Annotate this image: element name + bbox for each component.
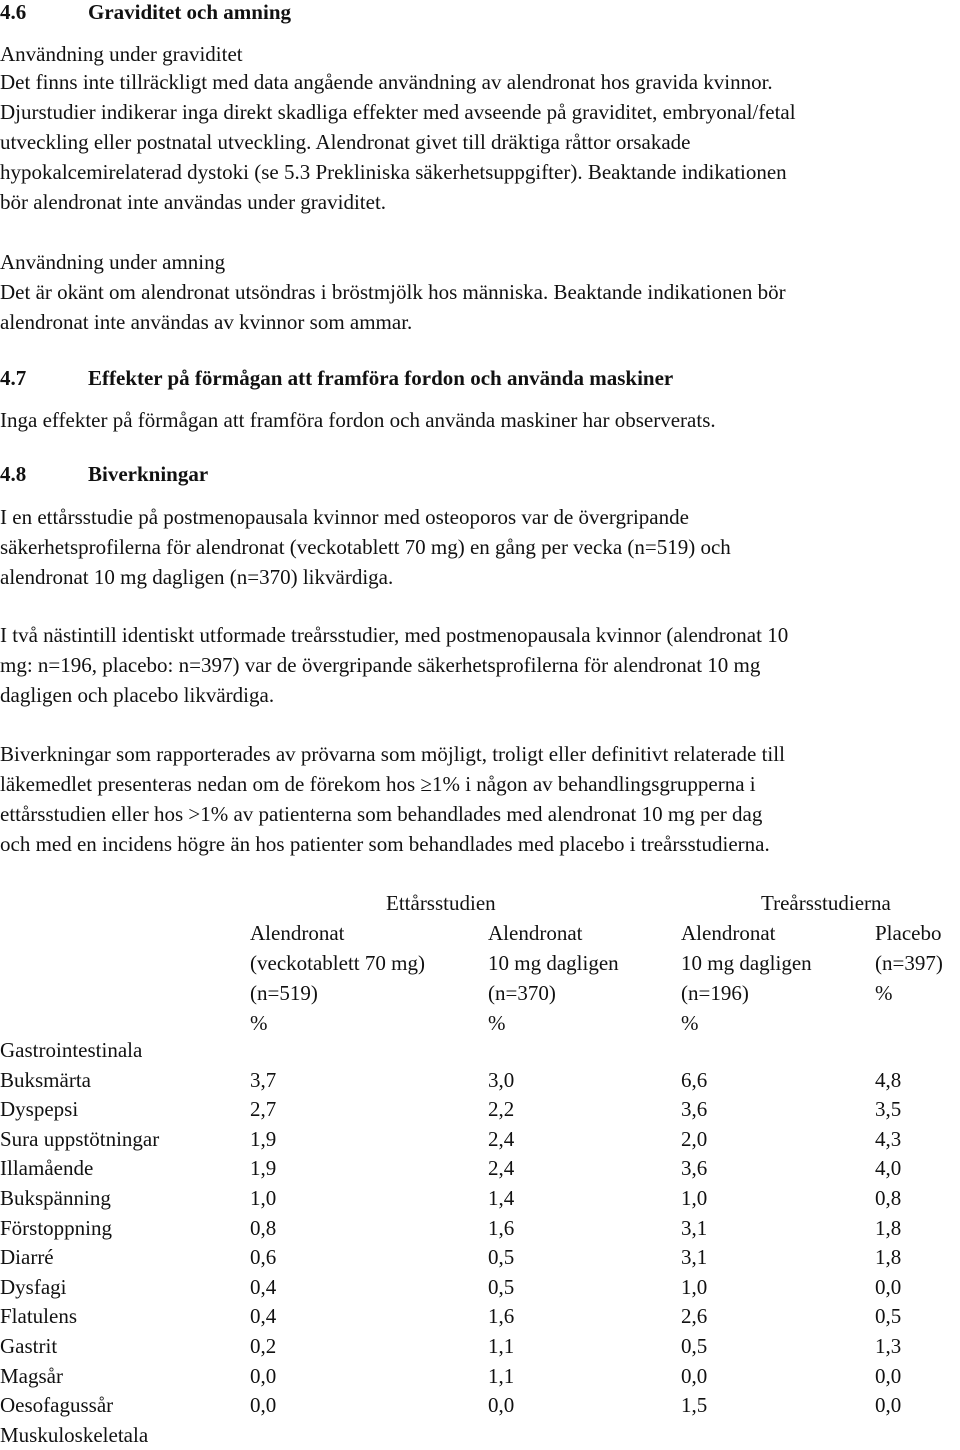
table-row [0, 1302, 960, 1332]
row-label-cell: Buksmärta [0, 1067, 91, 1092]
value-cell: 1,9 [250, 1126, 277, 1151]
column-header-alendronat-weekly [250, 918, 425, 1038]
section-heading-4-8 [0, 459, 208, 489]
value-cell: 1,6 [488, 1215, 515, 1240]
value-cell: 0,0 [681, 1363, 708, 1388]
row-label-cell: Flatulens [0, 1304, 77, 1329]
value-cell: 3,1 [681, 1215, 708, 1240]
value-cell: 1,0 [250, 1185, 277, 1210]
paragraph-line: mg: n=196, placebo: n=397) var de övergripande säkerhetsprofilerna för alendronat 10 mg [0, 653, 761, 677]
paragraph-line: dagligen och placebo likvärdiga. [0, 683, 275, 707]
header-line: (n=397) [875, 951, 943, 975]
header-line: (veckotablett 70 mg) [250, 951, 425, 975]
value-cell: 2,4 [488, 1126, 515, 1151]
value-cell: 0,8 [250, 1215, 277, 1240]
value-cell: 0,4 [250, 1274, 277, 1299]
section-4-7-text: Inga effekter på förmågan att framföra fordon och använda maskiner har observerats. [0, 408, 716, 432]
paragraph-line: säkerhetsprofilerna för alendronat (veckotablett 70 mg) en gång per vecka (n=519) och [0, 535, 731, 559]
table-row [0, 1362, 960, 1392]
table-row [0, 1154, 960, 1184]
header-line: (n=370) [488, 981, 556, 1005]
value-cell: 0,5 [488, 1274, 515, 1299]
paragraph-line: alendronat 10 mg dagligen (n=370) likvärdiga. [0, 565, 394, 589]
row-label-cell: Dysfagi [0, 1274, 67, 1299]
table-row [0, 1066, 960, 1096]
table-row [0, 1125, 960, 1155]
value-cell: 0,0 [488, 1393, 515, 1418]
header-line: Alendronat [488, 921, 583, 945]
value-cell: 0,6 [250, 1245, 277, 1270]
value-cell: 1,0 [681, 1185, 708, 1210]
value-cell: 1,6 [488, 1304, 515, 1329]
header-line: 10 mg dagligen [681, 951, 812, 975]
value-cell: 0,0 [250, 1393, 277, 1418]
row-label-cell: Sura uppstötningar [0, 1126, 160, 1151]
study-label-three-year: Treårsstudierna [761, 891, 891, 915]
section-heading-4-6 [0, 0, 291, 27]
value-cell: 2,4 [488, 1156, 515, 1181]
value-cell: 0,0 [875, 1274, 902, 1299]
value-cell: 0,5 [681, 1333, 708, 1358]
paragraph-line: I två nästintill identiskt utformade treårsstudier, med postmenopausala kvinnor (alendronat 10 [0, 623, 789, 647]
paragraph-line: utveckling eller postnatal utveckling. Alendronat givet till dräktiga råttor orsakade [0, 130, 691, 154]
paragraph-line: I en ettårsstudie på postmenopausala kvinnor med osteoporos var de övergripande [0, 505, 689, 529]
row-label-cell: Oesofagussår [0, 1393, 114, 1418]
value-cell: 1,8 [875, 1245, 902, 1270]
value-cell: 3,7 [250, 1067, 277, 1092]
value-cell: 1,3 [875, 1333, 902, 1358]
value-cell: 3,6 [681, 1156, 708, 1181]
adverse-reactions-table [0, 1036, 960, 1450]
value-cell [488, 1036, 681, 1066]
row-label-cell: Magsår [0, 1363, 63, 1388]
value-cell: 2,2 [488, 1097, 515, 1122]
value-cell: 3,0 [488, 1067, 515, 1092]
value-cell: 1,8 [875, 1215, 902, 1240]
column-header-alendronat-daily-3y [681, 918, 812, 1038]
row-label-cell: Bukspänning [0, 1185, 111, 1210]
value-cell [875, 1421, 960, 1450]
header-line: Placebo [875, 921, 942, 945]
row-label-cell: Dyspepsi [0, 1097, 79, 1122]
value-cell: 3,6 [681, 1097, 708, 1122]
value-cell: 2,6 [681, 1304, 708, 1329]
value-cell: 4,0 [875, 1156, 902, 1181]
value-cell [488, 1421, 681, 1450]
value-cell: 0,5 [875, 1304, 902, 1329]
header-line: % [488, 1011, 506, 1035]
table-row [0, 1273, 960, 1303]
lactation-subheading: Användning under amning [0, 250, 226, 274]
row-label-cell: Gastrit [0, 1333, 58, 1358]
row-label-cell: Gastrointestinala [0, 1038, 143, 1062]
section-title: Graviditet och amning [88, 0, 291, 24]
paragraph-line: ettårsstudien eller hos >1% av patienterna som behandlades med alendronat 10 mg per dag [0, 802, 763, 826]
column-header-placebo [875, 918, 943, 1008]
header-line: % [875, 981, 893, 1005]
value-cell: 4,3 [875, 1126, 902, 1151]
header-line: Alendronat [250, 921, 345, 945]
paragraph-line: alendronat inte användas av kvinnor som ammar. [0, 310, 413, 334]
header-line: % [681, 1011, 699, 1035]
table-row [0, 1095, 960, 1125]
value-cell: 0,0 [875, 1363, 902, 1388]
value-cell [250, 1036, 488, 1066]
table-category-row [0, 1421, 960, 1450]
value-cell: 3,1 [681, 1245, 708, 1270]
value-cell: 0,0 [875, 1393, 902, 1418]
value-cell: 2,7 [250, 1097, 277, 1122]
table-row [0, 1214, 960, 1244]
value-cell [875, 1036, 960, 1066]
paragraph-line: Det finns inte tillräckligt med data angående användning av alendronat hos gravida kvinnor. [0, 70, 773, 94]
paragraph-line: läkemedlet presenteras nedan om de förekom hos ≥1% i någon av behandlingsgrupperna i [0, 772, 756, 796]
value-cell: 6,6 [681, 1067, 708, 1092]
header-line: 10 mg dagligen [488, 951, 619, 975]
value-cell [681, 1036, 875, 1066]
header-line: (n=196) [681, 981, 749, 1005]
table-row [0, 1243, 960, 1273]
value-cell: 0,2 [250, 1333, 277, 1358]
header-line: % [250, 1011, 268, 1035]
paragraph-line: Det är okänt om alendronat utsöndras i bröstmjölk hos människa. Beaktande indikationen bör [0, 280, 786, 304]
section-number: 4.7 [0, 366, 27, 390]
study-label-one-year: Ettårsstudien [386, 891, 496, 915]
paragraph-line: och med en incidens högre än hos patienter som behandlades med placebo i treårsstudierna. [0, 832, 770, 856]
section-heading-4-7 [0, 363, 673, 393]
value-cell: 3,5 [875, 1097, 902, 1122]
section-title: Biverkningar [88, 462, 209, 486]
paragraph-line: bör alendronat inte användas under graviditet. [0, 190, 387, 214]
value-cell: 0,5 [488, 1245, 515, 1270]
table-body [0, 1036, 960, 1450]
column-header-alendronat-daily-1y [488, 918, 619, 1038]
row-label-cell: Diarré [0, 1245, 54, 1270]
value-cell: 4,8 [875, 1067, 902, 1092]
section-number: 4.8 [0, 462, 27, 486]
value-cell: 0,0 [250, 1363, 277, 1388]
value-cell: 1,0 [681, 1274, 708, 1299]
table-row [0, 1184, 960, 1214]
table-row [0, 1391, 960, 1421]
paragraph-line: Biverkningar som rapporterades av prövarna som möjligt, troligt eller definitivt relaterade till [0, 742, 785, 766]
value-cell [681, 1421, 875, 1450]
value-cell: 1,5 [681, 1393, 708, 1418]
value-cell: 0,8 [875, 1185, 902, 1210]
pregnancy-subheading: Användning under graviditet [0, 42, 243, 66]
value-cell [250, 1421, 488, 1450]
table-category-row [0, 1036, 960, 1066]
value-cell: 1,9 [250, 1156, 277, 1181]
value-cell: 1,1 [488, 1333, 515, 1358]
paragraph-line: Djurstudier indikerar inga direkt skadliga effekter med avseende på graviditet, embryonal/fetal [0, 100, 796, 124]
header-line: Alendronat [681, 921, 776, 945]
row-label-cell: Muskuloskeletala [0, 1422, 149, 1447]
value-cell: 0,4 [250, 1304, 277, 1329]
section-number: 4.6 [0, 0, 27, 24]
value-cell: 1,1 [488, 1363, 515, 1388]
value-cell: 2,0 [681, 1126, 708, 1151]
paragraph-line: hypokalcemirelaterad dystoki (se 5.3 Prekliniska säkerhetsuppgifter). Beaktande indikationen [0, 160, 787, 184]
value-cell: 1,4 [488, 1185, 515, 1210]
header-line: (n=519) [250, 981, 318, 1005]
section-title: Effekter på förmågan att framföra fordon och använda maskiner [88, 366, 674, 390]
row-label-cell: Illamående [0, 1156, 94, 1181]
table-row [0, 1332, 960, 1362]
row-label-cell: Förstoppning [0, 1215, 113, 1240]
